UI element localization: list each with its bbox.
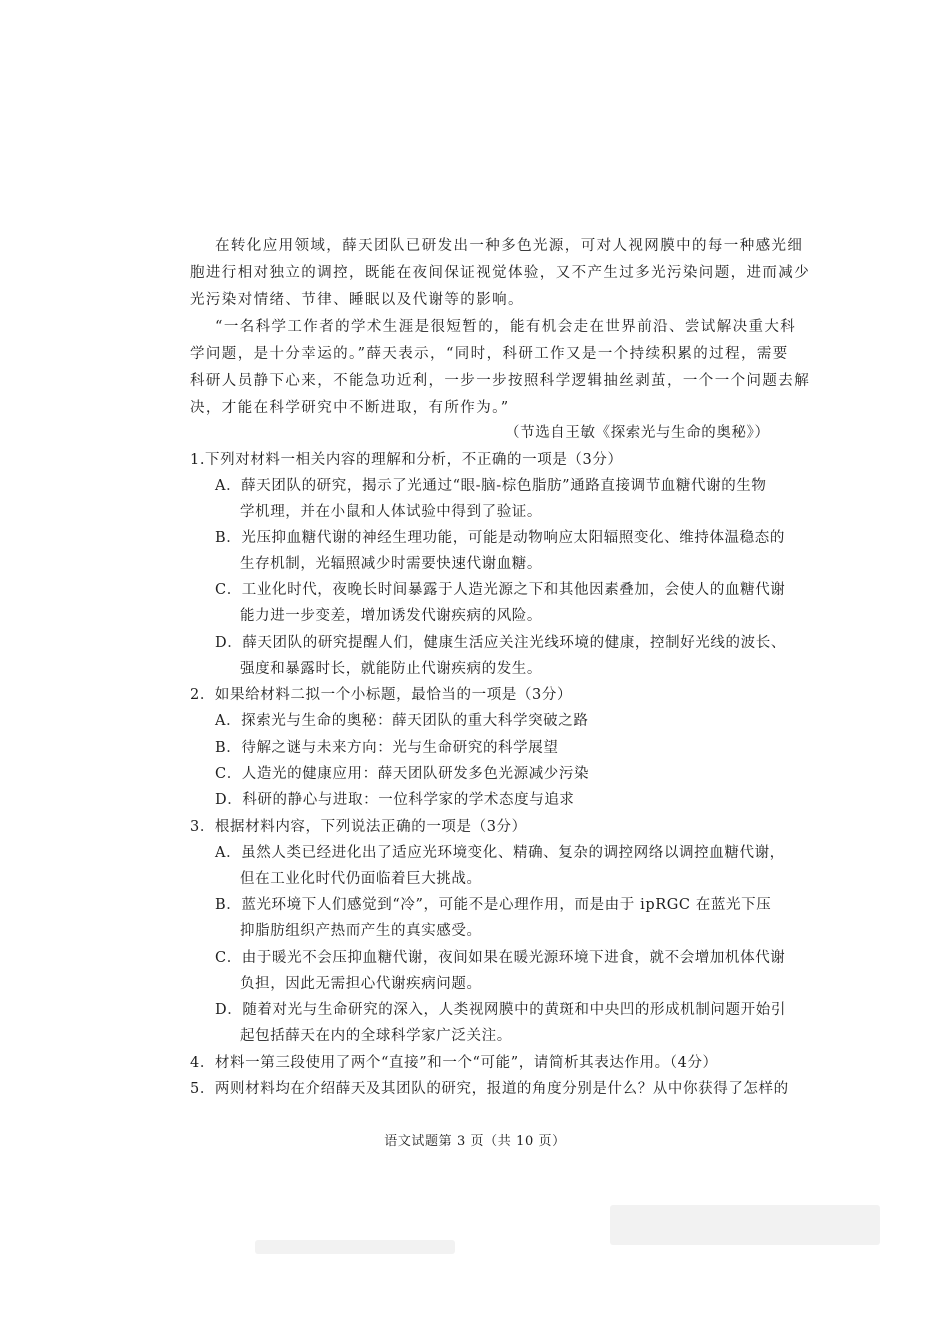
question-3-option-a: A．虽然人类已经进化出了适应光环境变化、精确、复杂的调控网络以调控血糖代谢， xyxy=(215,845,785,861)
passage-line: 决，才能在科学研究中不断进取，有所作为。” xyxy=(190,400,510,416)
question-2-option-c: C．人造光的健康应用：薛天团队研发多色光源减少污染 xyxy=(215,766,590,782)
question-2-option-d: D．科研的静心与进取：一位科学家的学术态度与追求 xyxy=(215,792,575,808)
passage-line: 科研人员静下心来，不能急功近利，一步一步按照科学逻辑抽丝剥茧，一个一个问题去解 xyxy=(190,373,811,389)
question-2-option-a: A．探索光与生命的奥秘：薛天团队的重大科学突破之路 xyxy=(215,713,589,729)
question-1-option-c: C．工业化时代，夜晚长时间暴露于人造光源之下和其他因素叠加，会使人的血糖代谢 xyxy=(215,582,786,598)
passage-line: 学问题，是十分幸运的。”薛天表示，“同时，科研工作又是一个持续积累的过程，需要 xyxy=(190,346,789,362)
question-1-option-d-cont: 强度和暴露时长，就能防止代谢疾病的发生。 xyxy=(240,661,542,677)
question-3-option-c: C．由于暖光不会压抑血糖代谢，夜间如果在暖光源环境下进食，就不会增加机体代谢 xyxy=(215,950,786,966)
question-3-option-b-cont: 抑脂肪组织产热而产生的真实感受。 xyxy=(240,923,482,939)
scan-smudge xyxy=(610,1205,880,1245)
question-1-option-b: B．光压抑血糖代谢的神经生理功能，可能是动物响应太阳辐照变化、维持体温稳态的 xyxy=(215,530,785,546)
question-4-stem: 4．材料一第三段使用了两个“直接”和一个“可能”，请简析其表达作用。（4分） xyxy=(190,1055,718,1071)
question-3-option-d: D．随着对光与生命研究的深入，人类视网膜中的黄斑和中央凹的形成机制问题开始引 xyxy=(215,1002,786,1018)
passage-line: 光污染对情绪、节律、睡眠以及代谢等的影响。 xyxy=(190,292,524,308)
question-5-stem: 5．两则材料均在介绍薛天及其团队的研究，报道的角度分别是什么？从中你获得了怎样的 xyxy=(190,1081,789,1097)
question-2-option-b: B．待解之谜与未来方向：光与生命研究的科学展望 xyxy=(215,740,559,756)
question-1-option-a: A．薛天团队的研究，揭示了光通过“眼-脑-棕色脂肪”通路直接调节血糖代谢的生物 xyxy=(215,478,767,494)
question-1-option-a-cont: 学机理，并在小鼠和人体试验中得到了验证。 xyxy=(240,504,542,520)
question-3-option-c-cont: 负担，因此无需担心代谢疾病问题。 xyxy=(240,976,482,992)
question-1-option-d: D．薛天团队的研究提醒人们，健康生活应关注光线环境的健康，控制好光线的波长、 xyxy=(215,635,786,651)
passage-source: （节选自王敏《探索光与生命的奥秘》） xyxy=(505,425,770,441)
passage-line: 胞进行相对独立的调控，既能在夜间保证视觉体验，又不产生过多光污染问题，进而减少 xyxy=(190,265,811,281)
question-3-option-d-cont: 起包括薛天在内的全球科学家广泛关注。 xyxy=(240,1028,512,1044)
page-footer: 语文试题第 3 页（共 10 页） xyxy=(384,1134,566,1149)
question-3-option-a-cont: 但在工业化时代仍面临着巨大挑战。 xyxy=(240,871,482,887)
question-1-option-b-cont: 生存机制，光辐照减少时需要快速代谢血糖。 xyxy=(240,556,542,572)
question-1-stem: 1.下列对材料一相关内容的理解和分析，不正确的一项是（3分） xyxy=(190,452,623,468)
question-3-option-b: B．蓝光环境下人们感觉到“冷”，可能不是心理作用，而是由于 ipRGC 在蓝光下压 xyxy=(215,897,772,913)
question-2-stem: 2．如果给材料二拟一个小标题，最恰当的一项是（3分） xyxy=(190,687,573,703)
question-3-stem: 3．根据材料内容，下列说法正确的一项是（3分） xyxy=(190,819,527,835)
passage-line: 在转化应用领域，薛天团队已研发出一种多色光源，可对人视网膜中的每一种感光细 xyxy=(215,238,804,254)
scan-smudge xyxy=(255,1240,455,1254)
question-1-option-c-cont: 能力进一步变差，增加诱发代谢疾病的风险。 xyxy=(240,608,542,624)
passage-line: “一名科学工作者的学术生涯是很短暂的，能有机会走在世界前沿、尝试解决重大科 xyxy=(215,319,797,335)
